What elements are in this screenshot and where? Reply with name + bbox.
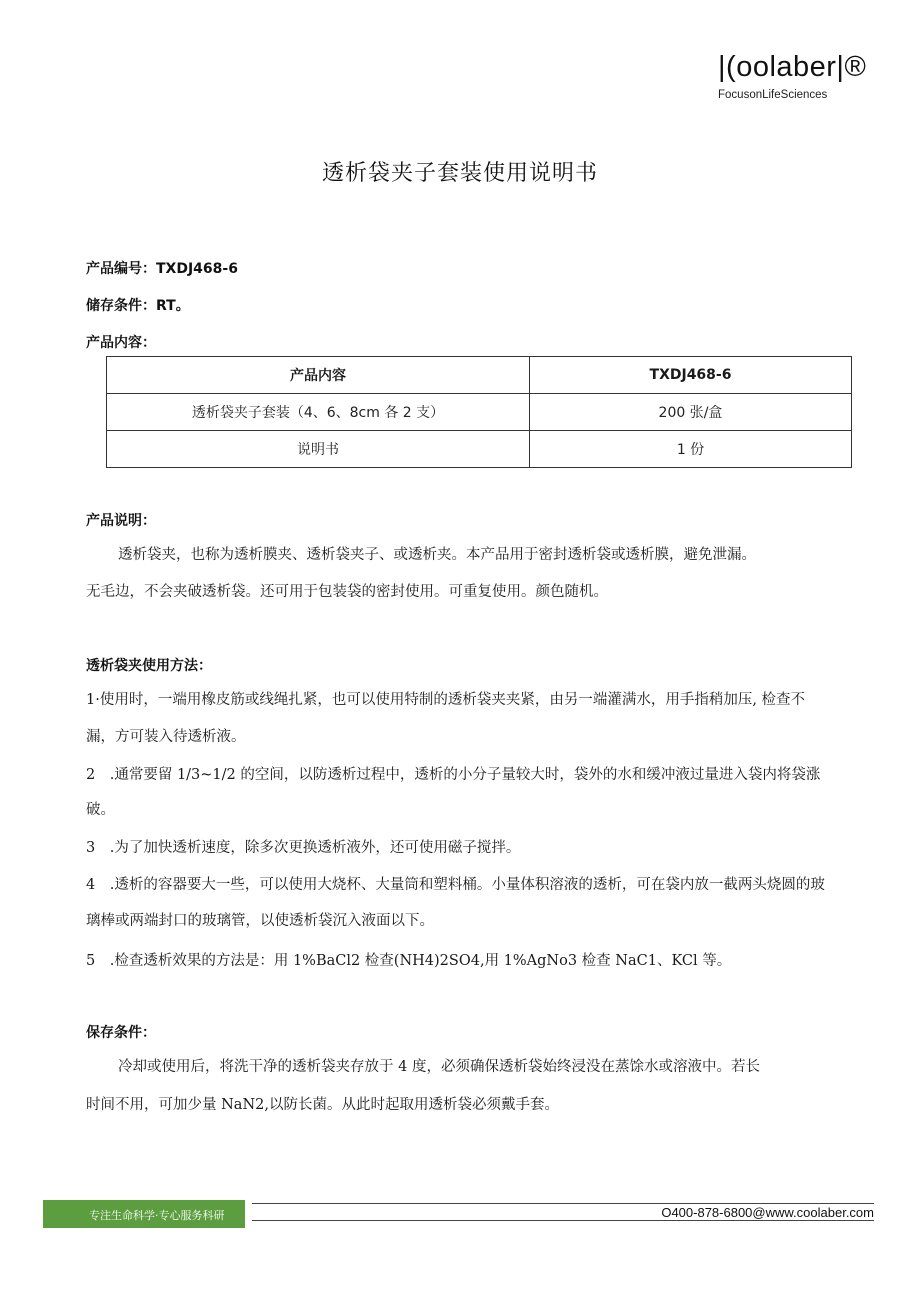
usage-line: 5 .检查透析效果的方法是：用 1%BaCl2 检查(NH4)2SO4,用 1%AgNo3 检查 NaC1、KCl 等。: [86, 953, 732, 969]
brand-name: |(oolaber|®: [718, 51, 867, 83]
product-code: 产品编号：TXDJ468-6: [86, 261, 238, 277]
description-heading: 产品说明：: [86, 513, 156, 529]
description-line: 无毛边，不会夹破透析袋。还可用于包装袋的密封使用。可重复使用。颜色随机。: [86, 584, 608, 600]
table-header-cell: TXDJ468-6: [530, 357, 852, 394]
table-cell: 透析袋夹子套装（4、6、8cm 各 2 支）: [107, 394, 530, 431]
usage-line: 3 .为了加快透析速度，除多次更换透析液外，还可使用磁子搅拌。: [86, 840, 521, 856]
description-line: 透析袋夹，也称为透析膜夹、透析袋夹子、或透析夹。本产品用于密封透析袋或透析膜，避免泄漏。: [118, 547, 756, 563]
usage-line: 破。: [86, 802, 115, 818]
table-cell: 1 份: [530, 431, 852, 468]
table-header-cell: 产品内容: [107, 357, 530, 394]
storage-condition: 储存条件：RT。: [86, 298, 190, 314]
brand-logo: [718, 50, 878, 101]
footer-slogan: 专注生命科学·专心服务科研: [89, 1209, 225, 1222]
contents-label: 产品内容：: [86, 335, 156, 351]
table-row: [107, 394, 852, 431]
table-cell: 200 张/盒: [530, 394, 852, 431]
preservation-line: 时间不用，可加少量 NaN2,以防长菌。从此时起取用透析袋必须戴手套。: [86, 1097, 559, 1113]
usage-line: 漏，方可装入待透析液。: [86, 729, 246, 745]
brand-tagline: FocusonLifeSciences: [718, 89, 828, 101]
footer-divider: [252, 1203, 874, 1204]
usage-line: 2 .通常要留 1/3~1/2 的空间，以防透析过程中，透析的小分子量较大时，袋外的水和缓冲液过量进入袋内将袋涨: [86, 767, 821, 783]
footer-divider: [252, 1220, 874, 1221]
table-header-row: [107, 357, 852, 394]
usage-line: 璃棒或两端封口的玻璃管，以使透析袋沉入液面以下。: [86, 913, 434, 929]
footer-slogan-badge: [43, 1200, 245, 1228]
preservation-line: 冷却或使用后，将洗干净的透析袋夹存放于 4 度，必须确保透析袋始终浸没在蒸馀水或溶液中。若长: [118, 1059, 760, 1075]
table-cell: 说明书: [107, 431, 530, 468]
page-title: 透析袋夹子套装使用说明书: [321, 161, 598, 186]
usage-heading: 透析袋夹使用方法：: [86, 658, 212, 674]
preservation-heading: 保存条件：: [86, 1025, 156, 1041]
contents-table: [106, 356, 852, 468]
footer-contact: O400-878-6800@www.coolaber.com: [661, 1205, 874, 1220]
usage-line: 4 .透析的容器要大一些，可以使用大烧杯、大量筒和塑料桶。小量体积溶液的透析，可在袋内放一截两头烧圆的玻: [86, 877, 825, 893]
table-row: [107, 431, 852, 468]
usage-line: 1·使用时，一端用橡皮筋或线绳扎紧，也可以使用特制的透析袋夹夹紧，由另一端灌满水，用手指稍加压, 检查不: [86, 692, 806, 708]
